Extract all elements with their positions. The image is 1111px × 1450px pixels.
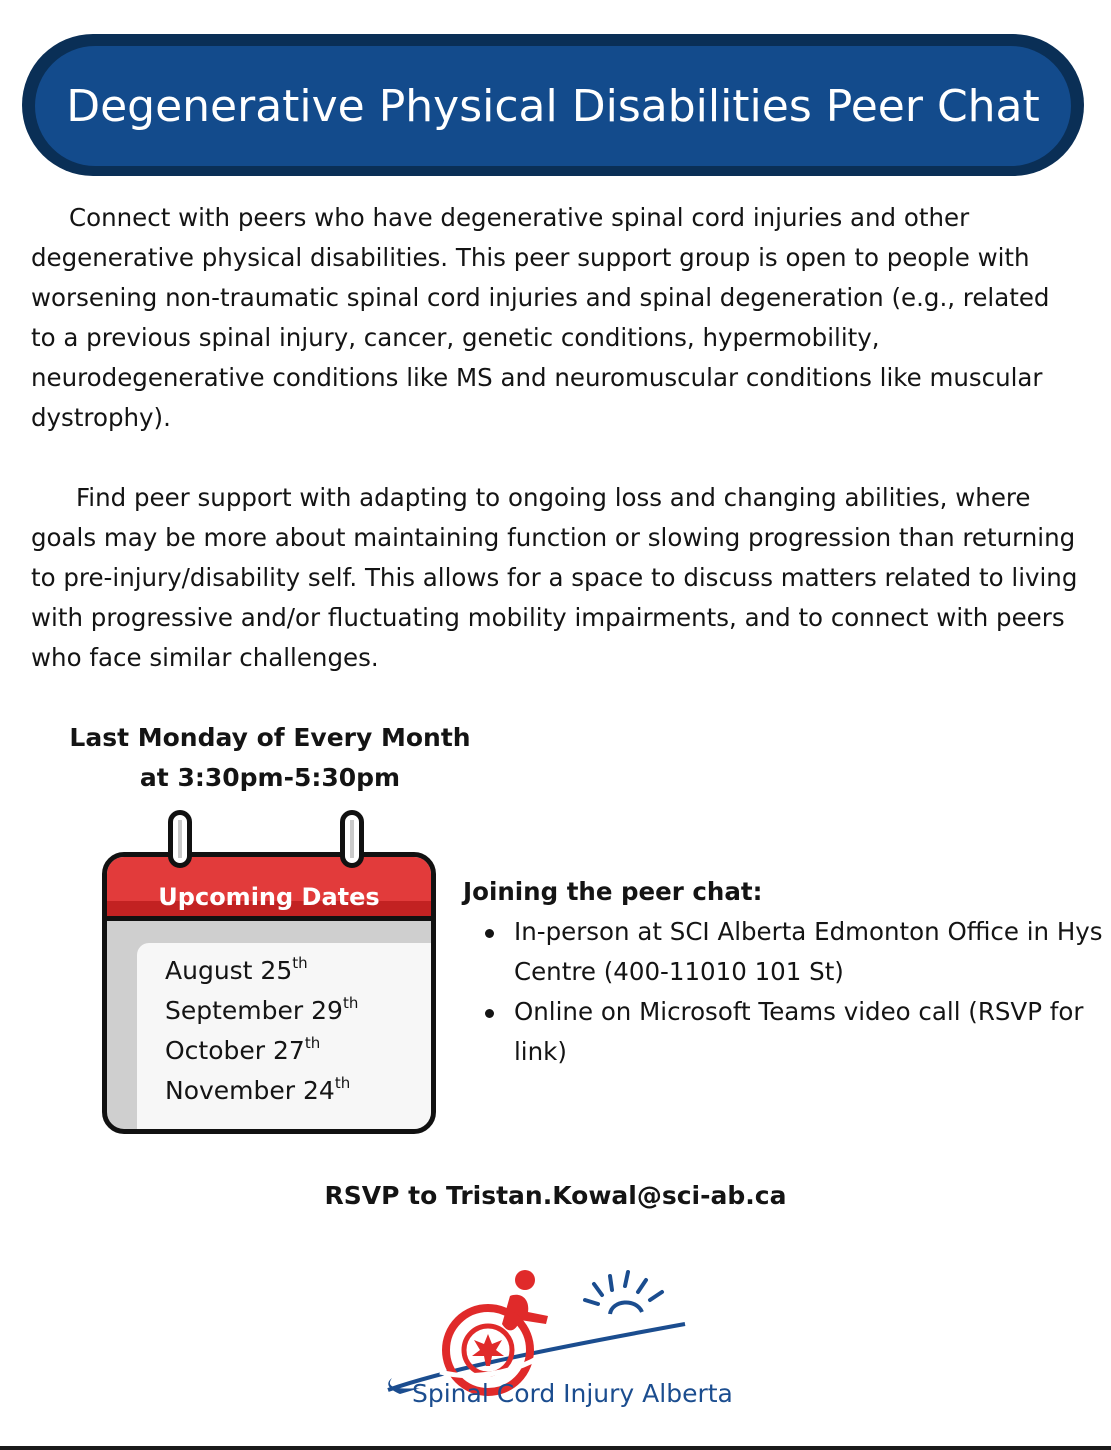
- date-item: October 27th: [165, 1034, 321, 1065]
- joining-list: [463, 912, 1103, 1072]
- joining-section: [463, 872, 1103, 1072]
- calendar-ring-left: [168, 810, 192, 868]
- list-item: Online on Microsoft Teams video call (RSVP for link): [463, 992, 1103, 1072]
- rsvp-contact: RSVP to Tristan.Kowal@sci-ab.ca: [324, 1181, 787, 1210]
- date-item: September 29th: [165, 994, 359, 1025]
- bottom-rule: [0, 1446, 1111, 1450]
- calendar-ring-right: [340, 810, 364, 868]
- bullet-icon: [485, 1009, 494, 1018]
- calendar-body: [102, 852, 436, 1134]
- schedule-line-2: at 3:30pm-5:30pm: [139, 763, 401, 792]
- list-item: In-person at SCI Alberta Edmonton Office in Hys Centre (400-11010 101 St): [463, 912, 1103, 992]
- intro-paragraph-2-text: Find peer support with adapting to ongoing loss and changing abilities, where goals may be more about maintaining function or slowing progression than returning to pre-injury/disability self. This allows for a space to discuss matters related to living with progressive and/or fluctuating mobility impairments, and to connect with peers who face similar challenges.: [31, 483, 1086, 672]
- joining-title: Joining the peer chat:: [463, 877, 763, 906]
- logo-text: Spinal Cord Injury Alberta: [412, 1379, 733, 1408]
- bullet-icon: [485, 929, 494, 938]
- date-item: August 25th: [165, 954, 308, 985]
- schedule: [60, 718, 480, 798]
- intro-paragraph-1: [31, 198, 1081, 438]
- upcoming-dates-list: [165, 951, 358, 1111]
- date-item: November 24th: [165, 1074, 351, 1105]
- calendar-header: [107, 857, 431, 921]
- sci-alberta-logo-icon: [380, 1262, 740, 1422]
- title-banner-inner: [35, 46, 1071, 166]
- calendar-title: Upcoming Dates: [158, 883, 380, 911]
- intro-paragraph-2: [31, 478, 1086, 678]
- intro-paragraph-1-text: Connect with peers who have degenerative spinal cord injuries and other degenerative physical disabilities. This peer support group is open to people with worsening non-traumatic spinal cord injuries and spinal degeneration (e.g., related to a previous spinal injury, cancer, genetic conditions, hypermobility, neurodegenerative conditions like MS and neuromuscular conditions like muscular dystrophy).: [31, 203, 1058, 432]
- calendar-icon: [102, 852, 436, 1134]
- schedule-line-1: Last Monday of Every Month: [69, 723, 471, 752]
- page-title: Degenerative Physical Disabilities Peer Chat: [66, 80, 1040, 132]
